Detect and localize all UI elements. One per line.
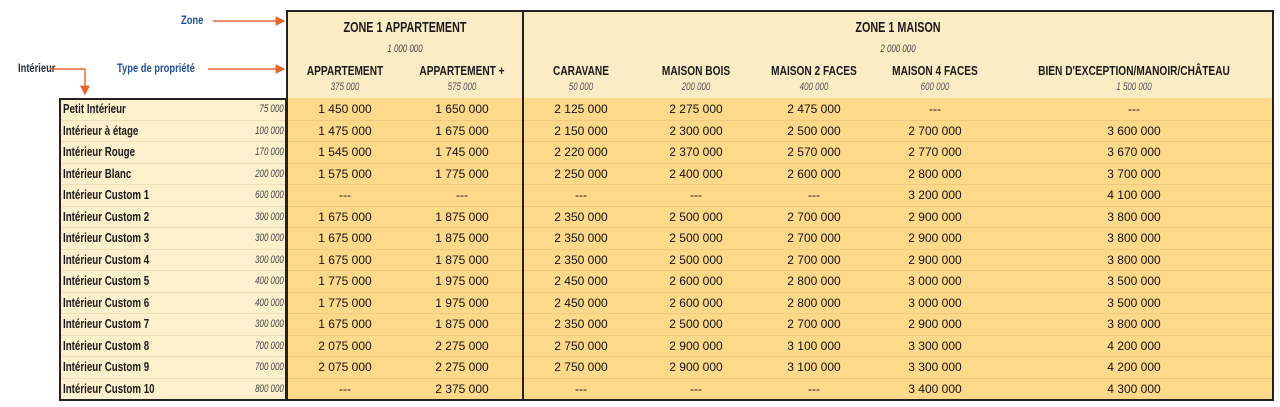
row-price: 400 000 [255, 296, 284, 309]
price-cell: 1 675 000 [318, 231, 372, 245]
price-cell: 3 200 000 [908, 188, 962, 202]
row-price: 75 000 [259, 103, 284, 115]
price-cell: 2 600 000 [787, 166, 841, 181]
row-label: Intérieur Custom 1 [63, 188, 150, 202]
price-cell: --- [808, 381, 820, 396]
zone-title: ZONE 1 MAISON [855, 19, 941, 36]
price-cell: 3 800 000 [1107, 252, 1161, 267]
row-separator [61, 163, 285, 164]
row-separator [61, 356, 285, 357]
price-cell: 4 300 000 [1107, 381, 1161, 396]
row-price: 300 000 [255, 253, 284, 266]
price-cell: 2 500 000 [787, 123, 841, 138]
price-cell: 1 450 000 [318, 102, 372, 116]
price-cell: 2 500 000 [669, 317, 723, 331]
row-separator [61, 227, 285, 228]
price-cell: 1 775 000 [318, 295, 372, 310]
row-price: 700 000 [255, 361, 284, 373]
price-cell: 2 125 000 [554, 102, 608, 116]
row-separator [288, 163, 1272, 164]
price-cell: 2 600 000 [669, 274, 723, 288]
column-header: APPARTEMENT [306, 63, 384, 78]
price-cell: --- [575, 381, 587, 396]
zone-title: ZONE 1 APPARTEMENT [343, 19, 467, 36]
column-price: 375 000 [330, 81, 360, 93]
price-cell: 1 875 000 [435, 209, 489, 224]
price-cell: --- [456, 188, 468, 202]
row-label: Intérieur à étage [63, 123, 139, 138]
price-cell: 1 975 000 [435, 295, 489, 310]
price-cell: 4 100 000 [1107, 188, 1161, 202]
price-cell: 2 370 000 [669, 145, 723, 159]
price-cell: 2 700 000 [787, 317, 841, 331]
price-cell: 2 250 000 [554, 166, 608, 181]
column-price: 600 000 [920, 81, 950, 93]
row-separator [288, 141, 1272, 142]
interior-annotation: Intérieur [18, 61, 56, 75]
row-separator [288, 313, 1272, 314]
row-label: Intérieur Custom 3 [63, 231, 150, 245]
row-separator [288, 249, 1272, 250]
price-cell: --- [929, 102, 941, 116]
price-cell: 2 300 000 [669, 123, 723, 138]
price-cell: 1 675 000 [435, 123, 489, 138]
price-cell: 2 500 000 [669, 252, 723, 267]
price-cell: 1 875 000 [435, 317, 489, 331]
column-header: APPARTEMENT + [419, 63, 505, 78]
price-cell: 2 800 000 [787, 274, 841, 288]
zone-annotation: Zone [181, 13, 204, 27]
price-cell: 4 200 000 [1107, 360, 1161, 374]
price-cell: 3 500 000 [1107, 274, 1161, 288]
price-cell: 2 275 000 [435, 338, 489, 353]
row-separator [288, 356, 1272, 357]
price-cell: 1 775 000 [318, 274, 372, 288]
price-cell: 2 475 000 [787, 102, 841, 116]
zone-price: 2 000 000 [880, 43, 916, 55]
price-cell: 3 000 000 [908, 274, 962, 288]
row-separator [61, 335, 285, 336]
row-label: Intérieur Rouge [63, 145, 136, 159]
row-separator [288, 120, 1272, 121]
price-cell: 2 900 000 [908, 317, 962, 331]
column-header: MAISON 2 FACES [771, 63, 857, 78]
price-cell: 3 700 000 [1107, 166, 1161, 181]
column-price: 200 000 [681, 81, 711, 93]
row-separator [288, 378, 1272, 379]
price-cell: 2 900 000 [669, 360, 723, 374]
price-cell: 3 000 000 [908, 295, 962, 310]
price-cell: 1 775 000 [435, 166, 489, 181]
row-separator [61, 313, 285, 314]
row-price: 200 000 [255, 167, 284, 180]
price-cell: 2 500 000 [669, 209, 723, 224]
type-annotation: Type de propriété [117, 61, 195, 75]
row-price: 700 000 [255, 339, 284, 352]
row-separator [61, 120, 285, 121]
row-label: Intérieur Custom 10 [63, 381, 155, 396]
row-price: 100 000 [255, 124, 284, 137]
column-header: MAISON BOIS [661, 63, 731, 78]
row-price: 400 000 [255, 275, 284, 287]
row-separator [288, 270, 1272, 271]
price-cell: --- [1128, 102, 1140, 116]
zone-price: 1 000 000 [387, 43, 423, 55]
price-cell: --- [575, 188, 587, 202]
row-price: 300 000 [255, 318, 284, 330]
price-cell: 2 350 000 [554, 252, 608, 267]
row-separator [61, 292, 285, 293]
price-cell: --- [690, 381, 702, 396]
price-cell: 2 350 000 [554, 231, 608, 245]
row-price: 300 000 [255, 232, 284, 244]
price-cell: --- [339, 381, 351, 396]
price-cell: 2 220 000 [554, 145, 608, 159]
row-separator [288, 184, 1272, 185]
column-price: 575 000 [447, 81, 477, 93]
annotation-arrows [0, 0, 290, 100]
row-separator [288, 335, 1272, 336]
price-cell: 2 750 000 [554, 338, 608, 353]
column-header: CARAVANE [553, 63, 609, 78]
price-cell: 2 700 000 [787, 252, 841, 267]
column-header: BIEN D'EXCEPTION/MANOIR/CHÂTEAU [1038, 63, 1230, 78]
row-separator [61, 378, 285, 379]
price-cell: 3 800 000 [1107, 209, 1161, 224]
row-separator [288, 227, 1272, 228]
row-label: Intérieur Custom 6 [63, 295, 150, 310]
row-separator [61, 184, 285, 185]
row-separator [61, 206, 285, 207]
price-cell: 2 900 000 [908, 231, 962, 245]
row-separator [61, 141, 285, 142]
price-cell: 1 975 000 [435, 274, 489, 288]
price-cell: 2 350 000 [554, 317, 608, 331]
row-label: Intérieur Custom 8 [63, 338, 150, 353]
price-cell: 3 100 000 [787, 338, 841, 353]
price-cell: 1 575 000 [318, 166, 372, 181]
price-cell: 2 375 000 [435, 381, 489, 396]
price-cell: 1 875 000 [435, 252, 489, 267]
price-cell: 2 700 000 [908, 123, 962, 138]
price-cell: 4 200 000 [1107, 338, 1161, 353]
price-cell: 3 670 000 [1107, 145, 1161, 159]
price-cell: 1 545 000 [318, 145, 372, 159]
price-cell: 3 100 000 [787, 360, 841, 374]
row-separator [61, 270, 285, 271]
column-header: MAISON 4 FACES [892, 63, 978, 78]
row-price: 800 000 [255, 382, 284, 395]
row-label: Intérieur Custom 5 [63, 274, 150, 288]
price-cell: 2 075 000 [318, 360, 372, 374]
price-cell: 2 400 000 [669, 166, 723, 181]
price-cell: 2 275 000 [435, 360, 489, 374]
row-label: Intérieur Custom 9 [63, 360, 150, 374]
row-price: 170 000 [255, 146, 284, 158]
row-separator [61, 249, 285, 250]
price-cell: 3 300 000 [908, 360, 962, 374]
price-cell: 2 450 000 [554, 295, 608, 310]
price-cell: 3 800 000 [1107, 317, 1161, 331]
row-separator [288, 206, 1272, 207]
row-price: 300 000 [255, 210, 284, 223]
row-label: Intérieur Custom 2 [63, 209, 150, 224]
column-price: 1 500 000 [1116, 81, 1152, 93]
row-label: Intérieur Blanc [63, 166, 132, 181]
price-cell: 2 275 000 [669, 102, 723, 116]
price-cell: 2 600 000 [669, 295, 723, 310]
price-cell: 2 450 000 [554, 274, 608, 288]
row-label: Intérieur Custom 7 [63, 317, 150, 331]
price-cell: 1 675 000 [318, 209, 372, 224]
price-cell: 2 500 000 [669, 231, 723, 245]
price-cell: 1 875 000 [435, 231, 489, 245]
price-cell: --- [339, 188, 351, 202]
price-cell: 2 800 000 [908, 166, 962, 181]
price-cell: --- [690, 188, 702, 202]
price-cell: 2 350 000 [554, 209, 608, 224]
price-cell: 1 475 000 [318, 123, 372, 138]
price-cell: 3 400 000 [908, 381, 962, 396]
price-cell: 3 800 000 [1107, 231, 1161, 245]
zone-maison-header [522, 10, 1274, 60]
price-cell: --- [808, 188, 820, 202]
price-cell: 2 075 000 [318, 338, 372, 353]
price-cell: 2 800 000 [787, 295, 841, 310]
price-cell: 1 675 000 [318, 252, 372, 267]
price-cell: 3 300 000 [908, 338, 962, 353]
zone-appartement-header [286, 10, 524, 60]
column-price: 400 000 [799, 81, 829, 93]
price-cell: 1 650 000 [435, 102, 489, 116]
price-cell: 3 500 000 [1107, 295, 1161, 310]
price-cell: 1 745 000 [435, 145, 489, 159]
row-price: 600 000 [255, 189, 284, 201]
row-separator [288, 292, 1272, 293]
price-cell: 1 675 000 [318, 317, 372, 331]
column-price: 50 000 [568, 81, 594, 93]
price-cell: 2 700 000 [787, 231, 841, 245]
row-label: Intérieur Custom 4 [63, 252, 150, 267]
price-cell: 2 900 000 [908, 209, 962, 224]
price-cell: 2 900 000 [908, 252, 962, 267]
price-cell: 2 770 000 [908, 145, 962, 159]
price-cell: 2 900 000 [669, 338, 723, 353]
row-label: Petit Intérieur [63, 102, 126, 116]
price-cell: 2 750 000 [554, 360, 608, 374]
price-cell: 2 700 000 [787, 209, 841, 224]
price-cell: 3 600 000 [1107, 123, 1161, 138]
price-cell: 2 150 000 [554, 123, 608, 138]
price-cell: 2 570 000 [787, 145, 841, 159]
